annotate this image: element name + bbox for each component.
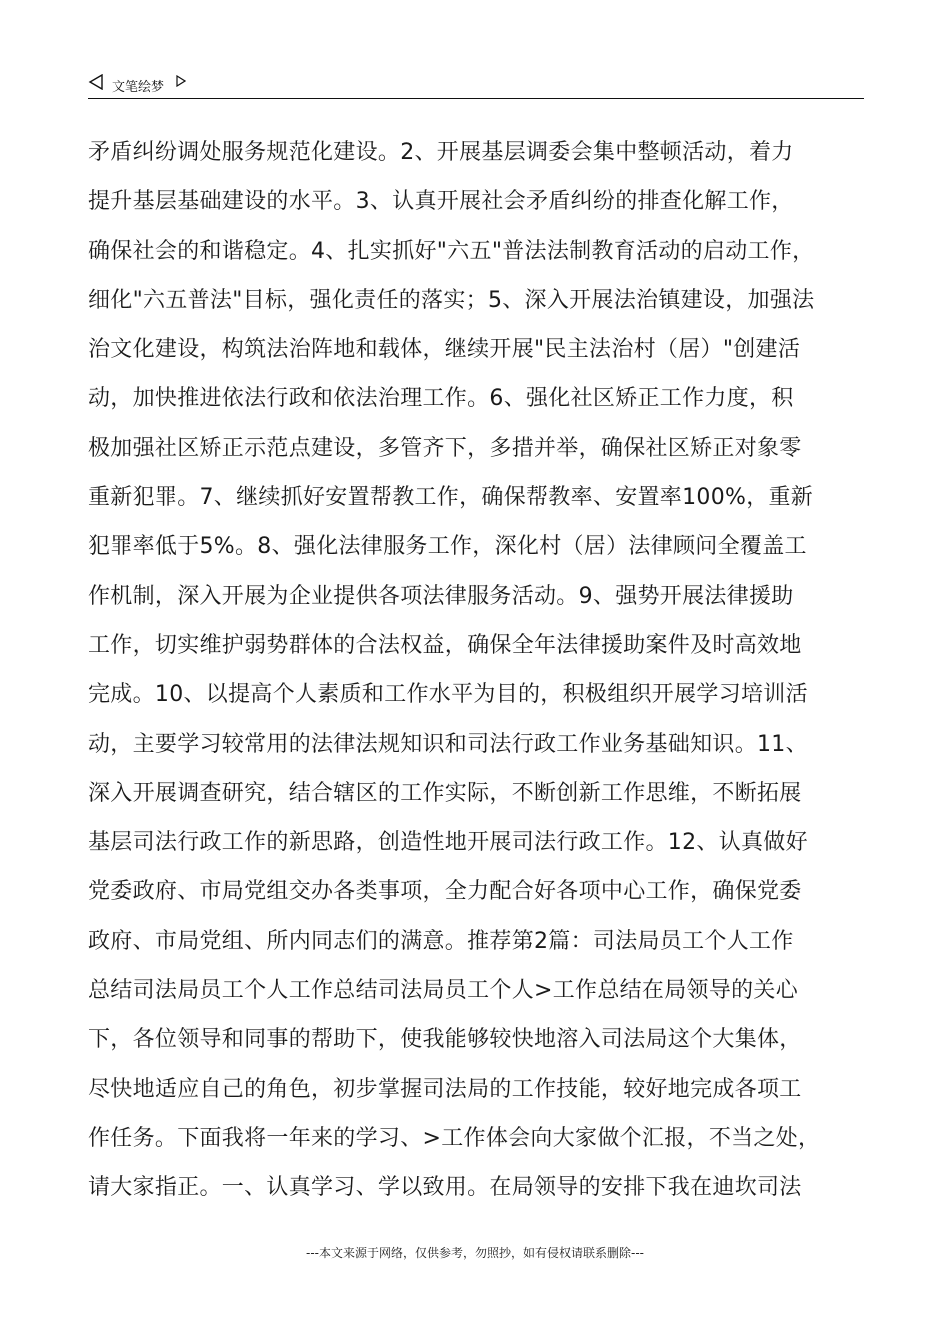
footer-disclaimer: ---本文来源于网络，仅供参考，勿照抄，如有侵权请联系删除--- (306, 1246, 644, 1260)
text-line: 完成。10、以提高个人素质和工作水平为目的，积极组织开展学习培训活 (88, 682, 808, 708)
text-line: 动，主要学习较常用的法律法规知识和司法行政工作业务基础知识。11、 (88, 731, 808, 757)
text-line: 总结司法局员工个人工作总结司法局员工个人>工作总结在局领导的关心 (88, 978, 799, 1004)
text-line: 确保社会的和谐稳定。4、扎实抓好"六五"普法法制教育活动的启动工作， (88, 238, 815, 264)
text-line: 基层司法行政工作的新思路，创造性地开展司法行政工作。12、认真做好 (88, 830, 808, 856)
text-line: 请大家指正。一、认真学习、学以致用。在局领导的安排下我在迪坎司法 (88, 1175, 802, 1201)
triangle-right-icon (176, 75, 186, 87)
text-line: 极加强社区矫正示范点建设，多管齐下，多措并举，确保社区矫正对象零 (88, 435, 802, 461)
document-body (88, 128, 866, 1213)
text-line: 政府、市局党组、所内同志们的满意。推荐第2篇：司法局员工个人工作 (88, 928, 794, 954)
text-line: 动，加快推进依法行政和依法治理工作。6、强化社区矫正工作力度，积 (88, 386, 794, 412)
text-line: 工作，切实维护弱势群体的合法权益，确保全年法律援助案件及时高效地 (88, 632, 802, 658)
text-line: 提升基层基础建设的水平。3、认真开展社会矛盾纠纷的排查化解工作， (88, 189, 794, 215)
header-title: 文笔绘梦 (112, 80, 165, 95)
text-line: 犯罪率低于5%。8、强化法律服务工作，深化村（居）法律顾问全覆盖工 (88, 534, 807, 560)
text-line: 重新犯罪。7、继续抓好安置帮教工作，确保帮教率、安置率100%，重新 (88, 485, 814, 511)
text-line: 治文化建设，构筑法治阵地和载体，继续开展"民主法治村（居）"创建活 (88, 337, 801, 363)
page-header (88, 70, 864, 99)
text-line: 矛盾纠纷调处服务规范化建设。2、开展基层调委会集中整顿活动，着力 (88, 140, 794, 165)
text-line: 党委政府、市局党组交办各类事项，全力配合好各项中心工作，确保党委 (88, 879, 802, 905)
text-line: 尽快地适应自己的角色，初步掌握司法局的工作技能，较好地完成各项工 (88, 1076, 802, 1102)
text-line: 下，各位领导和同事的帮助下，使我能够较快地溶入司法局这个大集体， (88, 1027, 802, 1053)
text-line: 作任务。下面我将一年来的学习、>工作体会向大家做个汇报，不当之处， (88, 1125, 821, 1151)
text-line: 细化"六五普法"目标，强化责任的落实；5、深入开展法治镇建设，加强法 (88, 287, 815, 313)
text-line: 作机制，深入开展为企业提供各项法律服务活动。9、强势开展法律援助 (88, 583, 794, 609)
triangle-left-icon (88, 74, 104, 90)
text-line: 深入开展调查研究，结合辖区的工作实际，不断创新工作思维，不断拓展 (88, 780, 802, 806)
